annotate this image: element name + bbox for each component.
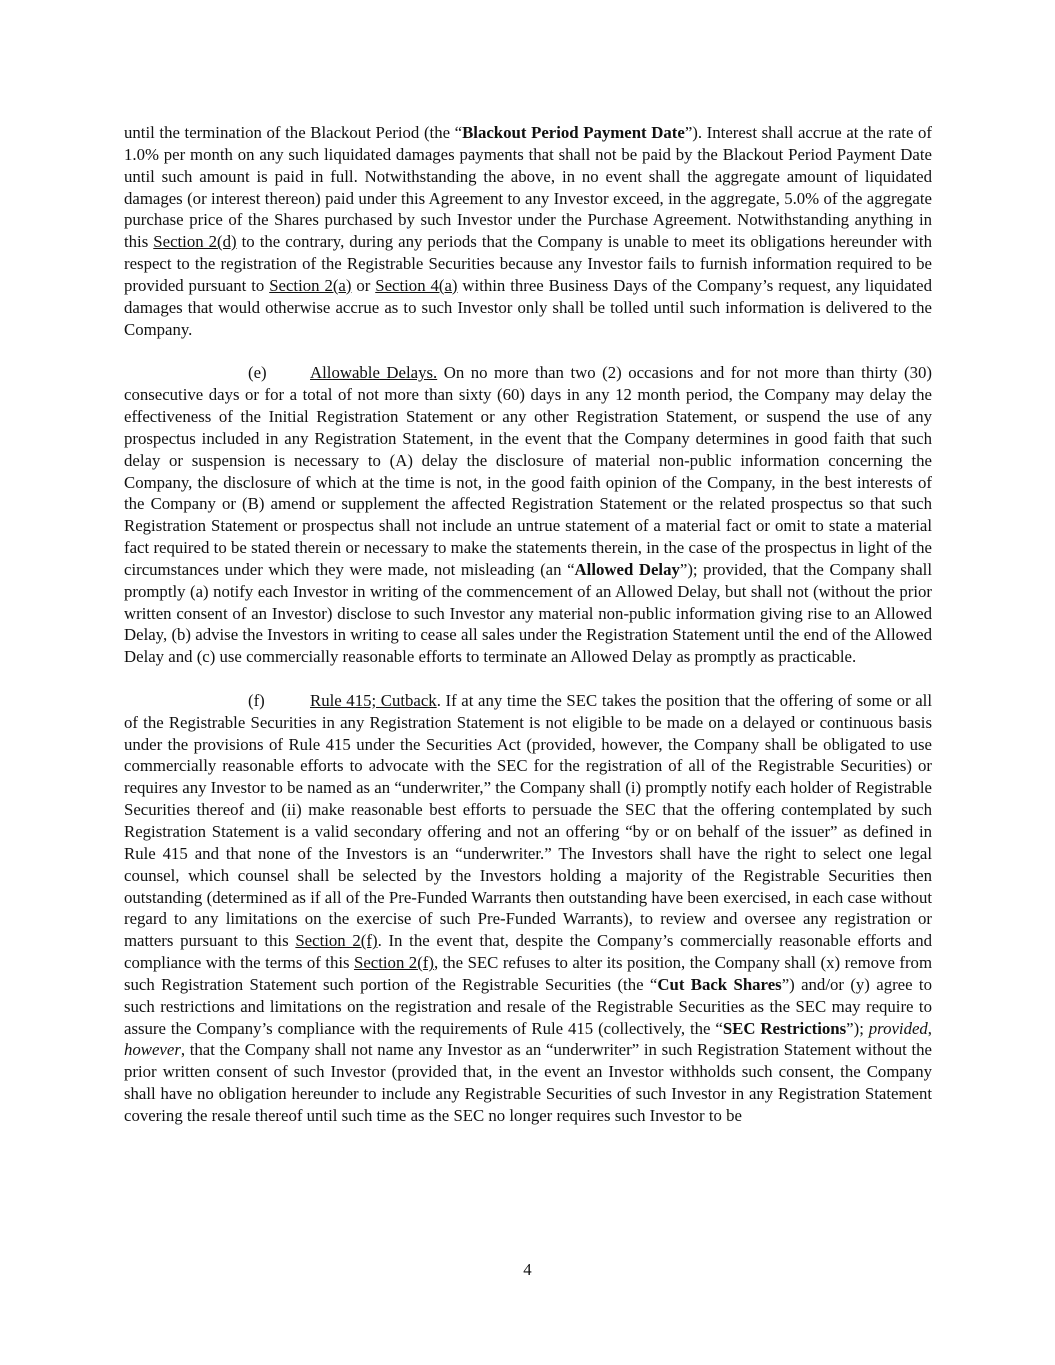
section-reference: Section 2(f) [295, 931, 378, 951]
subsection-marker: (e) [248, 363, 267, 383]
text-run: . If at any time the SEC takes the position that the offering of some or all of the Registrable Securities in any Registration Statement is not eligible to be made on a delayed or continuous basis under the provisions of Rule 415 under the Securities Act (provided, however, the Company shall be obligated to use commercially reasonable efforts to advocate with the SEC for the registration of all of the Registrable Securities) or requires any Investor to be named as an “underwriter,” the Company shall (i) promptly notify each holder of Registrable Securities thereof and (ii) make reasonable best efforts to persuade the SEC that the offering contemplated by such Registration Statement is a valid secondary offering and not an offering “by or on behalf of the issuer” as defined in Rule 415 and that none of the Investors is an “underwriter.” The Investors shall have the right to select one legal counsel, which counsel shall be selected by the Investors holding a majority of the Registrable Securities then outstanding (determined as if all of the Pre-Funded Warrants then outstanding have been exercised, in each case without regard to any limitations on the exercise of such Pre-Funded Warrants), to review and oversee any registration or matters pursuant to this [124, 690, 932, 951]
section-reference: Section 2(f) [354, 953, 434, 973]
subsection-heading: Rule 415; Cutback [310, 690, 437, 710]
emphasis-text: however [124, 1040, 181, 1060]
document-page [124, 122, 932, 1149]
section-reference: Section 2(d) [153, 232, 237, 252]
defined-term: Blackout Period Payment Date [462, 123, 685, 142]
subsection-marker: (f) [248, 690, 265, 710]
paragraph-f-rule-415-cutback [124, 690, 932, 1127]
text-run: . In the event that, despite the Company’s commercially reasonable efforts and compliance with the terms of this [124, 931, 933, 973]
text-run: until the termination of the Blackout Period (the “ [124, 123, 463, 142]
text-run: ”). Interest shall accrue at the rate of 1.0% per month on any such liquidated damages payments that shall not be paid by the Blackout Period Payment Date until such amount is paid in full. Notwithstanding the above, in no event shall the aggregate amount of liquidated damages (or interest thereon) paid under this Agreement to any Investor exceed, in the aggregate, 5.0% of the aggregate purchase price of the Shares purchased by such Investor under the Purchase Agreement. Notwithstanding anything in this [124, 123, 932, 252]
text-run: On no more than two (2) occasions and for not more than thirty (30) consecutive days or for a total of not more than sixty (60) days in any 12 month period, the Company may delay the effectiveness of the Initial Registration Statement or any other Registration Statement, or suspend the use of any prospectus included in any Registration Statement, in the event that the Company determines in good faith that such delay or suspension is necessary to (A) delay the disclosure of material non-public information concerning the Company, the disclosure of which at the time is not, in the good faith opinion of the Company, in the best interests of the Company or (B) amend or supplement the affected Registration Statement or the related prospectus so that such Registration Statement or prospectus shall not include an untrue statement of a material fact or omit to state a material fact required to be stated therein or necessary to make the statements therein, in the case of the prospectus in light of the circumstances under which they were made, not misleading (an “ [124, 363, 932, 579]
text-run: ”); provided, that the Company shall promptly (a) notify each Investor in writing of the commencement of an Allowed Delay, but shall not (without the prior written consent of an Investor) disclose to such Investor any material non-public information giving rise to an Allowed Delay, (b) advise the Investors in writing to cease all sales under the Registration Statement until the end of the Allowed Delay and (c) use commercially reasonable efforts to terminate an Allowed Delay as promptly as practicable. [124, 559, 932, 667]
text-run: or [351, 275, 376, 295]
emphasis-text: provided [868, 1018, 928, 1038]
paragraph-d-continued [124, 122, 932, 340]
defined-term: Allowed Delay [574, 559, 680, 579]
text-run: within three Business Days of the Company’s request, any liquidated damages that would otherwise accrue as to such Investor only shall be tolled until such information is delivered to the Company. [124, 275, 933, 339]
defined-term: SEC Restrictions [722, 1018, 847, 1038]
section-reference: Section 4(a) [375, 275, 458, 295]
text-run: ”) and/or (y) agree to such restrictions and limitations on the registration and resale of the Registrable Securities as the SEC may require to assure the Company’s compliance with the requirements of Rule 415 (collectively, the “ [124, 974, 932, 1038]
text-run: ”); [846, 1018, 869, 1038]
text-run: to the contrary, during any periods that the Company is unable to meet its obligations hereunder with respect to the registration of the Registrable Securities because any Investor fails to furnish information required to be provided pursuant to [124, 232, 932, 295]
text-run: , that the Company shall not name any Investor as an “underwriter” in such Registration Statement without the prior written consent of such Investor (provided that, in the event an Investor withholds such consent, the Company shall have no obligation hereunder to include any Registrable Securities of such Investor in any Registration Statement covering the resale thereof until such time as the SEC no longer requires such Investor to be [124, 1040, 932, 1125]
defined-term: Cut Back Shares [657, 974, 782, 994]
text-run: , the SEC refuses to alter its position, the Company shall (x) remove from such Registration Statement such portion of the Registrable Securities (the “ [124, 953, 933, 994]
paragraph-e-allowable-delays [124, 362, 932, 668]
text-run: , [927, 1018, 932, 1038]
subsection-heading: Allowable Delays. [310, 363, 438, 383]
section-reference: Section 2(a) [269, 275, 352, 295]
page-number: 4 [523, 1260, 532, 1279]
